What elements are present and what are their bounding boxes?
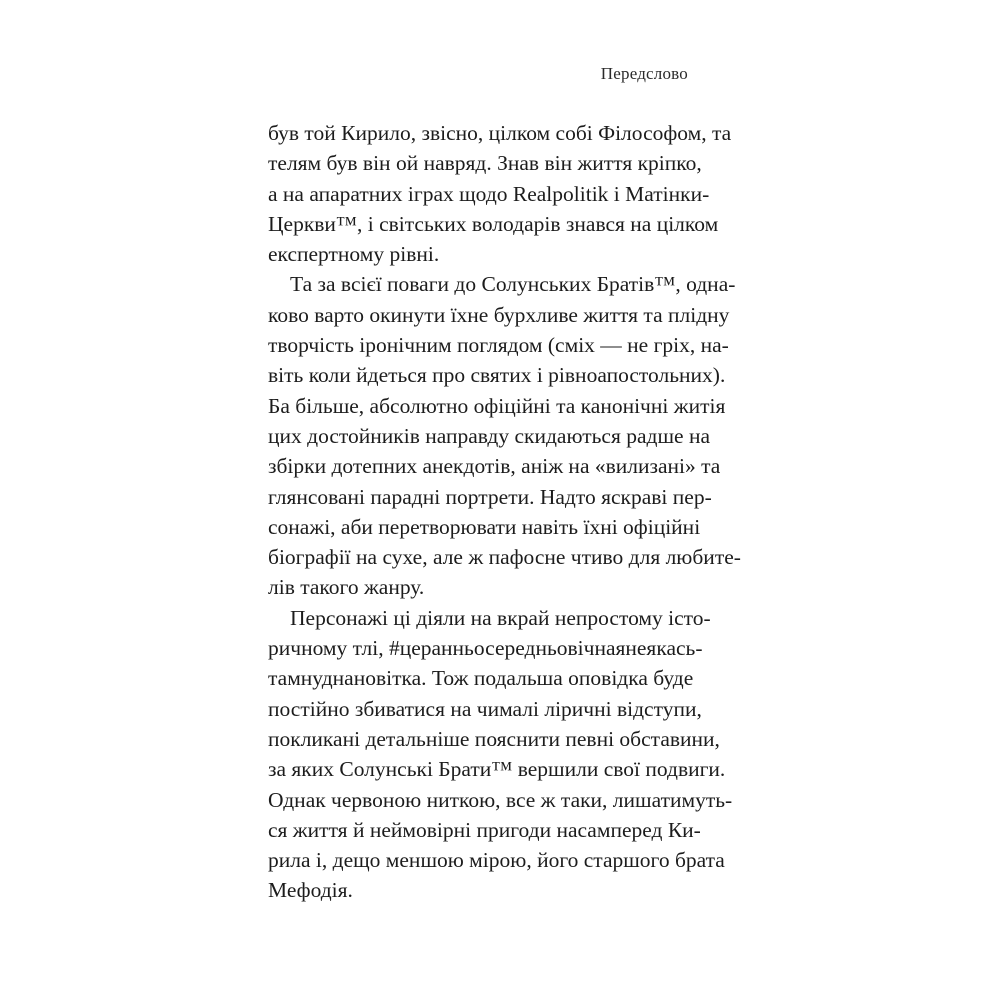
text-line: Однак червоною ниткою, все ж таки, лишатимуть- — [268, 787, 733, 812]
text-line: за яких Солунські Брати™ вершили свої подвиги. — [268, 757, 726, 782]
text-line: телям був він ой навряд. Знав він життя кріпко, — [268, 151, 702, 176]
text-line: покликані детальніше пояснити певні обставини, — [268, 726, 720, 751]
running-head: Передслово — [600, 64, 688, 83]
text-line: ся життя й неймовірні пригоди насамперед Ки- — [268, 817, 701, 842]
text-line: творчість іронічним поглядом (сміх — не гріх, на- — [268, 333, 729, 358]
text-line: Та за всієї поваги до Солунських Братів™, одна- — [290, 272, 736, 297]
paragraph-2 — [268, 269, 741, 602]
text-line: тамнуднановітка. Тож подальша оповідка буде — [268, 666, 694, 691]
text-line: Персонажі ці діяли на вкрай непростому істо- — [290, 605, 711, 630]
text-line: біографії на сухе, але ж пафосне чтиво для любите- — [268, 545, 741, 570]
text-line: ково варто окинути їхне бурхливе життя та плідну — [268, 302, 730, 327]
text-line: рила і, дещо меншою мірою, його старшого брата — [268, 848, 725, 873]
text-line: експертному рівні. — [268, 242, 440, 267]
paragraph-3 — [268, 603, 733, 906]
text-line: а на апаратних іграх щодо Realpolitik і Матінки- — [268, 181, 710, 206]
text-line: збірки дотепних анекдотів, аніж на «вилизані» та — [268, 454, 721, 479]
text-line: ричному тлі, #церанньосередньовічнаянеякась- — [268, 636, 703, 661]
text-line: глянсовані парадні портрети. Надто яскраві пер- — [268, 484, 712, 509]
text-line: Церкви™, і світських володарів знався на цілком — [268, 211, 719, 236]
text-line: сонажі, аби перетворювати навіть їхні офіційні — [268, 514, 701, 539]
paragraph-1 — [268, 118, 732, 269]
text-line: був той Кирило, звісно, цілком собі Філософом, та — [268, 121, 732, 145]
text-line: лів такого жанру. — [268, 575, 425, 600]
text-line: Ба більше, абсолютно офіційні та канонічні житія — [268, 393, 726, 418]
text-line: цих достойників направду скидаються радше на — [268, 423, 710, 448]
body-text — [268, 118, 741, 906]
text-line: Мефодія. — [268, 878, 353, 903]
text-line: віть коли йдеться про святих і рівноапостольних). — [268, 363, 726, 388]
text-line: постійно збиватися на чималі ліричні відступи, — [268, 696, 702, 721]
